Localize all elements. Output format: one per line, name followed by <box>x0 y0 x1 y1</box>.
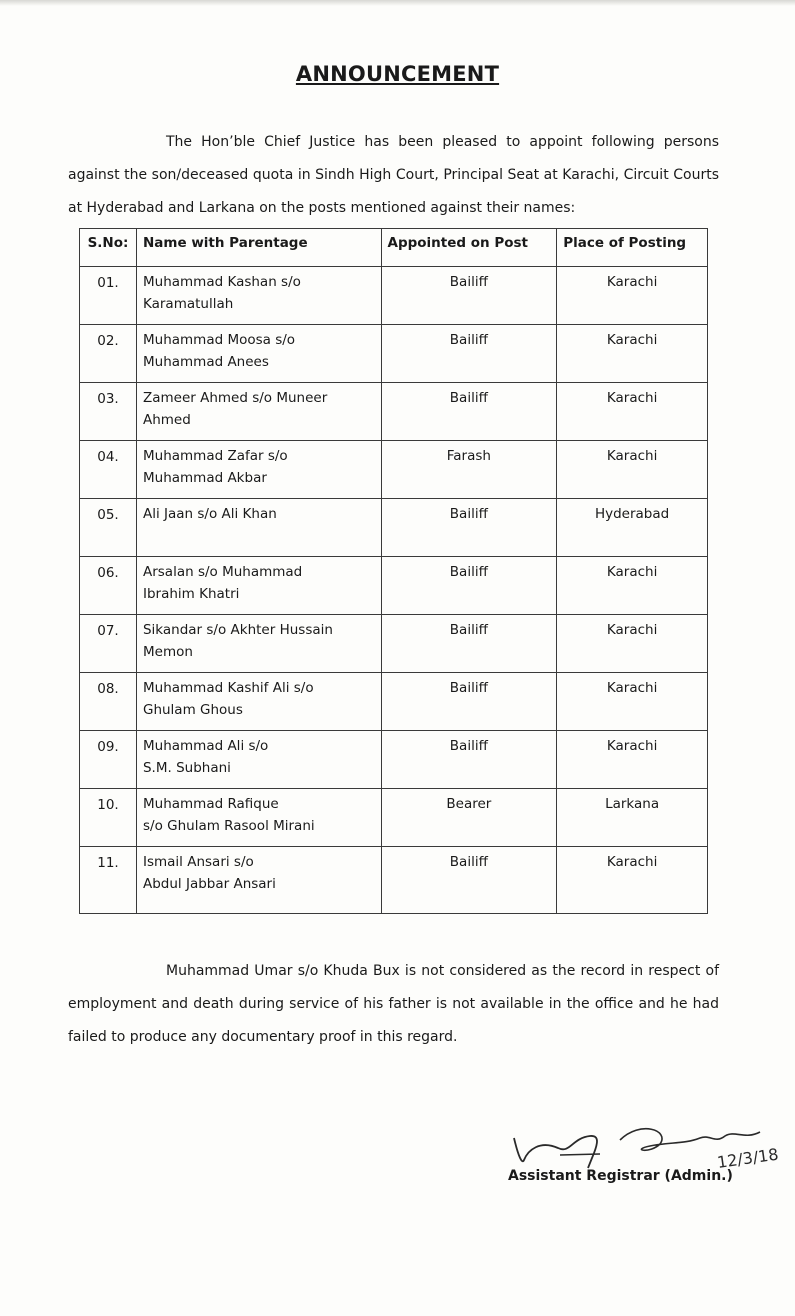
cell-post: Bailiff <box>381 499 557 557</box>
cell-name <box>136 325 381 383</box>
cell-post: Bailiff <box>381 557 557 615</box>
note-text: Muhammad Umar s/o Khuda Bux is not considered as the record in respect of employment and death during service of his father is not available in the office and he had failed to produce any documentary proof in this regard. <box>68 963 719 1045</box>
table-row <box>80 267 708 325</box>
table-row <box>80 731 708 789</box>
signature-date: 12/3/18 <box>715 1144 780 1172</box>
name-line-2: Ghulam Ghous <box>142 702 243 718</box>
cell-place: Karachi <box>557 383 708 441</box>
name-line-1: Muhammad Kashan s/o <box>142 274 301 290</box>
page-title: ANNOUNCEMENT <box>295 62 500 86</box>
appointments-table <box>79 228 708 914</box>
table-row <box>80 383 708 441</box>
name-line-1: Muhammad Kashif Ali s/o <box>142 680 314 696</box>
name-line-2: S.M. Subhani <box>142 760 231 776</box>
cell-post: Bailiff <box>381 267 557 325</box>
header-name: Name with Parentage <box>136 229 381 267</box>
intro-text: The Hon’ble Chief Justice has been pleased to appoint following persons against the son/deceased quota in Sindh High Court, Principal Seat at Karachi, Circuit Courts at Hyderabad and Larkana on the posts mentioned against their names: <box>68 134 719 216</box>
table-header-row <box>80 229 708 267</box>
table-row <box>80 789 708 847</box>
table-row <box>80 499 708 557</box>
table-row <box>80 557 708 615</box>
cell-sno: 05. <box>80 499 137 557</box>
cell-sno: 10. <box>80 789 137 847</box>
cell-post: Bailiff <box>381 615 557 673</box>
name-line-2: Abdul Jabbar Ansari <box>142 876 276 892</box>
name-line-1: Muhammad Moosa s/o <box>142 332 296 348</box>
cell-sno: 09. <box>80 731 137 789</box>
name-line-2: Muhammad Anees <box>142 354 269 370</box>
cell-name <box>136 847 381 914</box>
table-row <box>80 847 708 914</box>
table-row <box>80 441 708 499</box>
header-place: Place of Posting <box>557 229 708 267</box>
cell-place: Karachi <box>557 557 708 615</box>
cell-sno: 11. <box>80 847 137 914</box>
header-post: Appointed on Post <box>381 229 557 267</box>
cell-post: Bearer <box>381 789 557 847</box>
name-line-1: Muhammad Rafique <box>142 796 279 812</box>
name-line-2: Ibrahim Khatri <box>142 586 240 602</box>
name-line-1: Sikandar s/o Akhter Hussain <box>142 622 333 638</box>
name-line-2: Memon <box>142 644 193 660</box>
header-sno: S.No: <box>80 229 137 267</box>
intro-paragraph <box>68 126 719 225</box>
name-line-2: s/o Ghulam Rasool Mirani <box>142 818 315 834</box>
cell-post: Bailiff <box>381 673 557 731</box>
cell-post: Bailiff <box>381 383 557 441</box>
cell-name <box>136 441 381 499</box>
scan-edge <box>0 0 795 6</box>
name-line-1: Muhammad Ali s/o <box>142 738 269 754</box>
cell-place: Karachi <box>557 441 708 499</box>
cell-sno: 06. <box>80 557 137 615</box>
cell-sno: 07. <box>80 615 137 673</box>
cell-sno: 02. <box>80 325 137 383</box>
name-line-1: Zameer Ahmed s/o Muneer <box>142 390 328 406</box>
table-row <box>80 673 708 731</box>
cell-place: Karachi <box>557 847 708 914</box>
name-line-2: Karamatullah <box>142 296 234 312</box>
cell-name <box>136 267 381 325</box>
cell-post: Bailiff <box>381 731 557 789</box>
signatory-title: Assistant Registrar (Admin.) <box>508 1168 733 1184</box>
cell-name <box>136 499 381 557</box>
cell-place: Karachi <box>557 673 708 731</box>
cell-post: Bailiff <box>381 325 557 383</box>
cell-sno: 08. <box>80 673 137 731</box>
name-line-2: Ahmed <box>142 412 191 428</box>
cell-post: Farash <box>381 441 557 499</box>
cell-name <box>136 789 381 847</box>
name-line-1: Ismail Ansari s/o <box>142 854 254 870</box>
cell-name <box>136 615 381 673</box>
cell-name <box>136 673 381 731</box>
table-row <box>80 325 708 383</box>
name-line-1: Ali Jaan s/o Ali Khan <box>142 506 277 522</box>
cell-sno: 01. <box>80 267 137 325</box>
cell-place: Karachi <box>557 325 708 383</box>
cell-place: Hyderabad <box>557 499 708 557</box>
cell-sno: 03. <box>80 383 137 441</box>
note-paragraph <box>68 955 719 1054</box>
cell-name <box>136 383 381 441</box>
cell-sno: 04. <box>80 441 137 499</box>
cell-place: Karachi <box>557 267 708 325</box>
name-line-1: Muhammad Zafar s/o <box>142 448 288 464</box>
name-line-1: Arsalan s/o Muhammad <box>142 564 303 580</box>
cell-post: Bailiff <box>381 847 557 914</box>
cell-place: Karachi <box>557 731 708 789</box>
cell-place: Larkana <box>557 789 708 847</box>
table-row <box>80 615 708 673</box>
cell-place: Karachi <box>557 615 708 673</box>
cell-name <box>136 731 381 789</box>
name-line-2: Muhammad Akbar <box>142 470 267 486</box>
cell-name <box>136 557 381 615</box>
